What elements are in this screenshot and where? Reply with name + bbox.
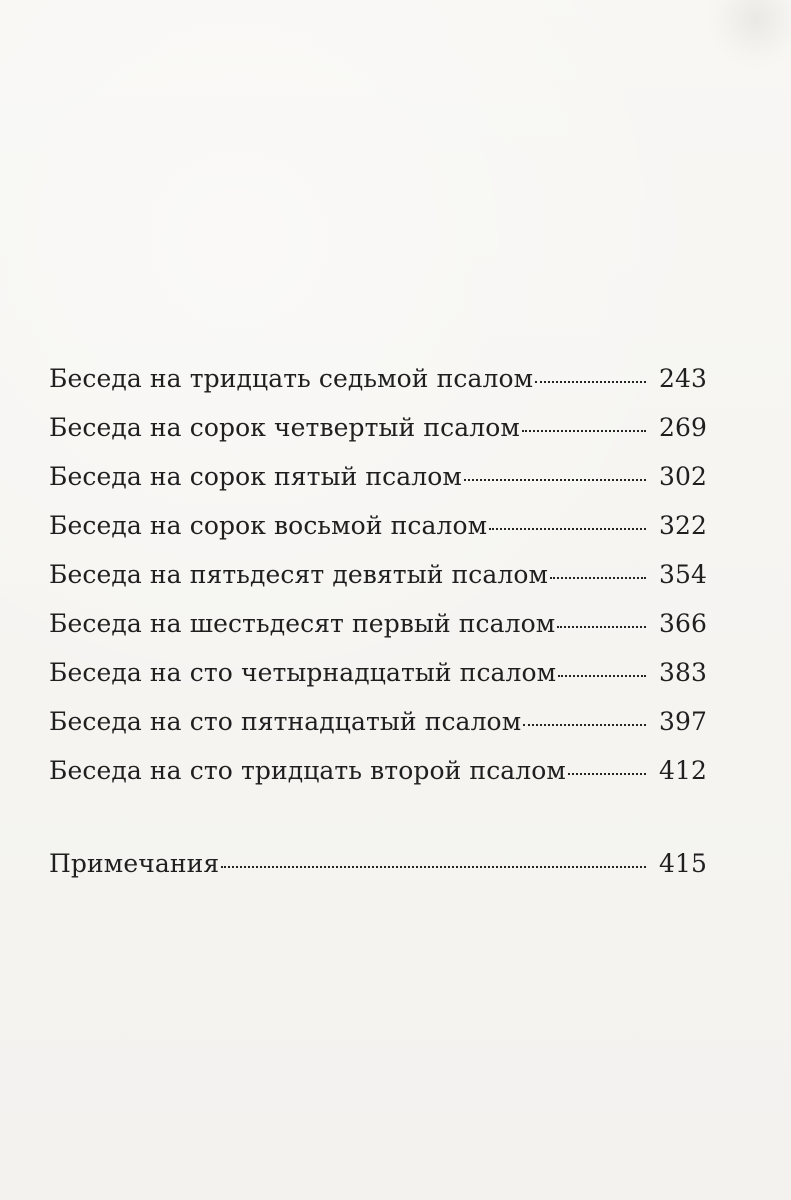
toc-entry-page: 412 bbox=[658, 756, 707, 785]
toc-entry-leader bbox=[523, 724, 646, 726]
toc-entry-page: 302 bbox=[658, 462, 707, 491]
toc-entry bbox=[49, 611, 707, 660]
notes-entry bbox=[49, 851, 707, 900]
notes-page: 415 bbox=[658, 849, 707, 878]
toc-entry bbox=[49, 758, 707, 807]
toc-entry bbox=[49, 415, 707, 464]
toc-entry-title: Беседа на сорок четвертый псалом bbox=[49, 413, 520, 442]
toc-entry bbox=[49, 660, 707, 709]
toc-entry bbox=[49, 513, 707, 562]
toc-entry-title: Беседа на тридцать седьмой псалом bbox=[49, 364, 534, 393]
toc-entry-page: 366 bbox=[658, 609, 707, 638]
toc-entry-page: 269 bbox=[658, 413, 707, 442]
toc-entry-title: Беседа на сто тридцать второй псалом bbox=[49, 756, 566, 785]
toc-entry-leader bbox=[550, 577, 646, 579]
toc-entry-title: Беседа на сто четырнадцатый псалом bbox=[49, 658, 557, 687]
toc-entry-leader bbox=[557, 626, 646, 628]
toc-entry-title: Беседа на пятьдесят девятый псалом bbox=[49, 560, 549, 589]
toc-entry-leader bbox=[464, 479, 646, 481]
toc-entry-page: 397 bbox=[658, 707, 707, 736]
toc-entry bbox=[49, 366, 707, 415]
notes-leader bbox=[221, 866, 646, 868]
toc-entry-leader bbox=[489, 528, 646, 530]
toc-entry-title: Беседа на сорок восьмой псалом bbox=[49, 511, 488, 540]
background-seal bbox=[707, 0, 791, 68]
toc-entry-page: 354 bbox=[658, 560, 707, 589]
toc-entry-leader bbox=[558, 675, 646, 677]
toc-entry-title: Беседа на сорок пятый псалом bbox=[49, 462, 462, 491]
table-of-contents bbox=[49, 366, 707, 807]
toc-entry-page: 322 bbox=[658, 511, 707, 540]
toc-entry-leader bbox=[535, 381, 646, 383]
notes-section bbox=[49, 851, 707, 900]
toc-entry-leader bbox=[568, 773, 646, 775]
toc-entry bbox=[49, 464, 707, 513]
notes-title: Примечания bbox=[49, 849, 220, 878]
toc-entry-leader bbox=[522, 430, 646, 432]
toc-entry bbox=[49, 709, 707, 758]
toc-entry-title: Беседа на шестьдесят первый псалом bbox=[49, 609, 556, 638]
toc-entry-title: Беседа на сто пятнадцатый псалом bbox=[49, 707, 522, 736]
toc-entry bbox=[49, 562, 707, 611]
toc-entry-page: 383 bbox=[658, 658, 707, 687]
toc-entry-page: 243 bbox=[658, 364, 707, 393]
